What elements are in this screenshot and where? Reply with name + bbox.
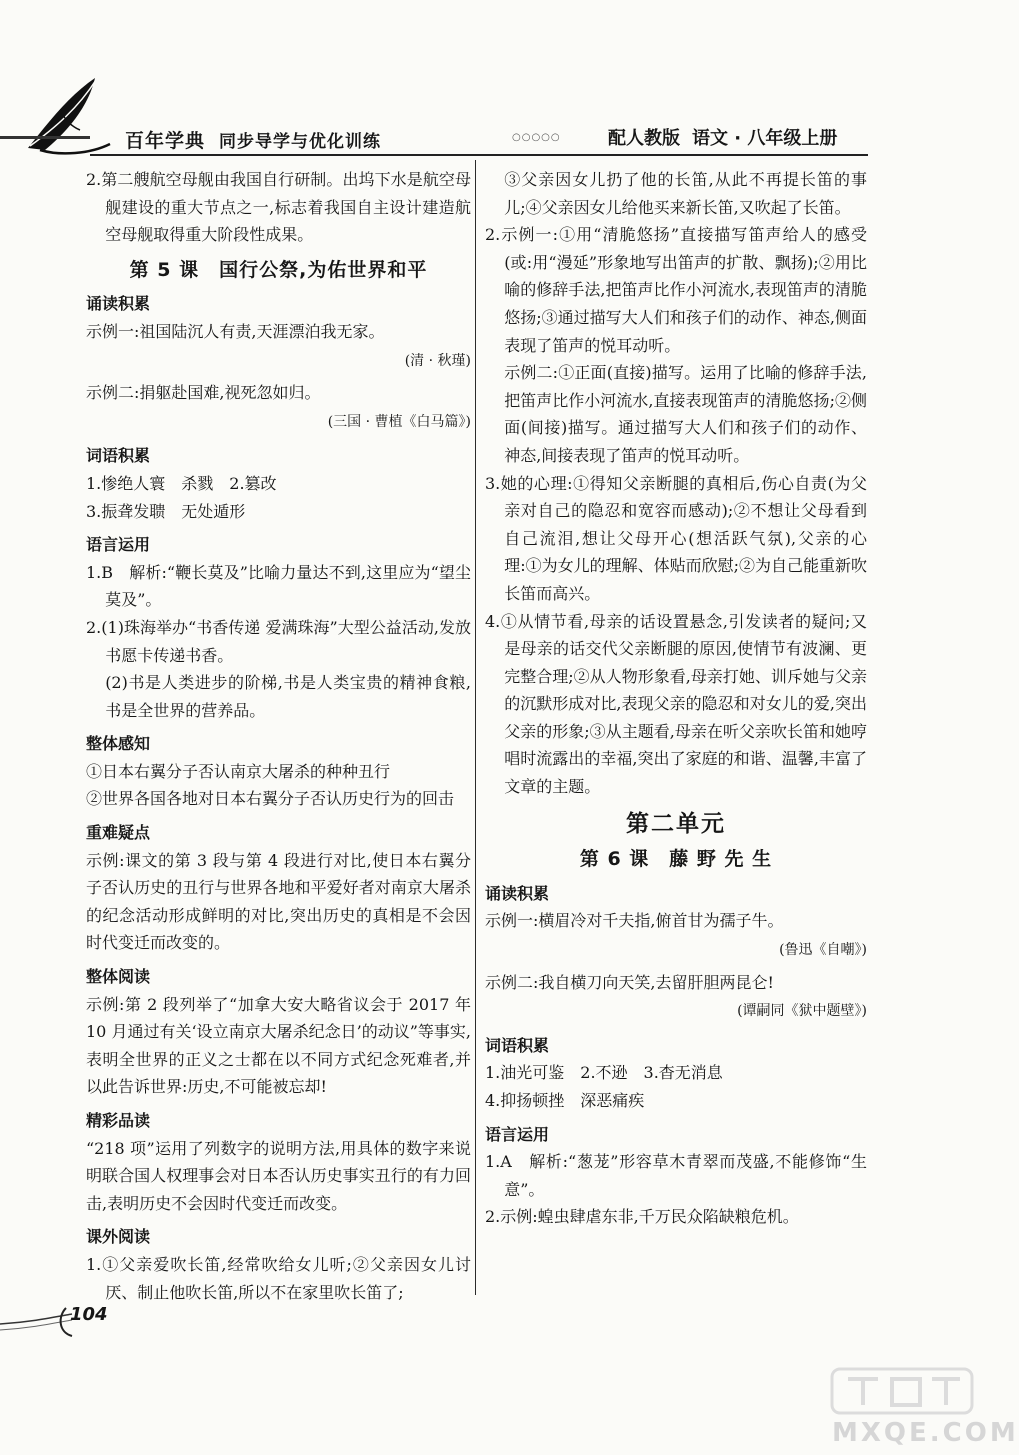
fine-reading-heading: 精彩品读	[86, 1111, 151, 1130]
unit-title: 第二单元	[626, 810, 726, 837]
language-item-1b: 1.A 解析:“葱茏”形容草木青翠而茂盛,不能修饰“生意”。	[485, 1152, 867, 1199]
reading-heading-2: 诵读积累	[485, 883, 550, 903]
key-points-text: 示例:课文的第 3 段与第 4 段进行对比,使日本右翼分子否认历史的丑行与世界各地和平爱好者对南京大屠杀的纪念活动形成鲜明的对比,突出历史的真相是不会因时代变迁而改变的。	[86, 850, 471, 953]
series-subtitle: 同步导学与优化训练	[219, 132, 382, 152]
vocab-line-2: 3.振聋发聩 无处遁形	[86, 501, 246, 521]
overall-heading: 整体感知	[86, 734, 151, 754]
extra-reading-item-1: 1.①父亲爱吹长笛,经常吹给女儿听;②父亲因女儿讨厌、制止他吹长笛,所以不在家里吹长笛了;	[86, 1254, 471, 1302]
reading-heading: 诵读积累	[86, 294, 151, 314]
left-column	[86, 166, 471, 1306]
edition-label: 配人教版	[608, 128, 680, 149]
reading-example-1: 示例一:祖国陆沉人有责,天涯漂泊我无家。	[86, 321, 385, 341]
language-item-2: 2.(1)珠海举办“书香传递 爱满珠海”大型公益活动,发放书愿卡传递书香。	[86, 617, 471, 665]
extra-reading-item-2b: 示例二:①正面(直接)描写。运用了比喻的修辞手法,把笛声比作小河流水,直接表现笛声的清脆悠扬;②侧面(间接)描写。通过描写大人们和孩子们的动作、神态,间接表现了笛声的悦耳动听。	[504, 363, 867, 465]
column-divider	[475, 160, 476, 1295]
key-points-heading: 重难疑点	[86, 823, 151, 843]
language-item-2c: 2.示例:蝗虫肆虐东非,千万民众陷缺粮危机。	[485, 1207, 799, 1227]
overall-item-2: ②世界各国各地对日本右翼分子否认历史行为的回击	[86, 789, 455, 809]
extra-reading-item-4: 4.①从情节看,母亲的话设置悬念,引发读者的疑问;又是母亲的话交代父亲断腿的原因,使情节有波澜、更完整合理;②从人物形象看,母亲打她、训斥她与父亲的沉默形成对比,表现父亲的隐忍和对女儿的爱,突出父亲的形象;③从主题看,母亲在听父亲吹长笛和她哼唱时流露出的幸福,突出了家庭的和谐、温馨,丰富了文章的主题。	[485, 611, 867, 797]
extra-reading-continuation: ③父亲因女儿扔了他的长笛,从此不再提长笛的事儿;④父亲因女儿给他买来新长笛,又吹起了长笛。	[504, 170, 867, 217]
right-column	[485, 166, 867, 1231]
language-item-1: 1.B 解析:“鞭长莫及”比喻力量达不到,这里应为“望尘莫及”。	[86, 562, 471, 610]
fine-reading-text: “218 项”运用了列数字的说明方法,用具体的数字来说明联合国人权理事会对日本否认历史事实丑行的有力回击,表明历史不会因时代变迁而改变。	[86, 1138, 471, 1213]
overall-item-1: ①日本右翼分子否认南京大屠杀的种种丑行	[86, 761, 391, 781]
language-heading-2: 语言运用	[485, 1124, 550, 1144]
vocab-line-2b: 4.抑扬顿挫 深恶痛疾	[485, 1091, 645, 1110]
lesson-5-title: 第 5 课 国行公祭,为佑世界和平	[129, 258, 428, 281]
language-heading: 语言运用	[86, 535, 151, 555]
reading-example-1b-source: (鲁迅《自嘲》)	[779, 942, 867, 959]
header-dots: ○○○○○	[512, 132, 561, 143]
language-item-2b: (2)书是人类进步的阶梯,书是人类宝贵的精神食粮,书是全世界的营养品。	[105, 673, 471, 720]
header-book-title	[125, 126, 381, 153]
reading-example-2: 示例二:捐躯赴国难,视死忽如归。	[86, 383, 321, 403]
header-rule	[90, 154, 868, 156]
watermark-text: MXQE.COM	[832, 1418, 1019, 1448]
reading-example-1-source: (清 · 秋瑾)	[404, 352, 471, 369]
intro-item: 2.第二艘航空母舰由我国自行研制。出坞下水是航空母舰建设的重大节点之一,标志着我国自主设计建造航空母舰取得重大阶段性成果。	[86, 170, 471, 245]
extra-reading-item-2: 2.示例一:①用“清脆悠扬”直接描写笛声给人的感受(或:用“漫延”形象地写出笛声的扩散、飘扬);②用比喻的修辞手法,把笛声比作小河流水,表现笛声的清脆悠扬;③通过描写大人们和孩子们的动作、神态,侧面表现了笛声的悦耳动听。	[485, 225, 867, 355]
vocab-line-1b: 1.油光可鉴 2.不逊 3.杳无消息	[485, 1063, 723, 1083]
whole-reading-text: 示例:第 2 段列举了“加拿大安大略省议会于 2017 年 10 月通过有关‘设立南京大屠杀纪念日’的动议”等事实,表明全世界的正义之士都在以不同方式纪念死难者,并以此告诉世界:历史,不可能被忘却!	[86, 994, 471, 1097]
series-name: 百年学典	[125, 130, 206, 152]
reading-example-1b: 示例一:横眉冷对千夫指,俯首甘为孺子牛。	[485, 911, 784, 931]
vocab-heading-2: 词语积累	[485, 1035, 550, 1055]
page-header	[0, 0, 1000, 175]
page-number: 104	[70, 1304, 108, 1325]
vocab-line-1: 1.惨绝人寰 杀戮 2.篡改	[86, 473, 277, 493]
reading-example-2b-source: (谭嗣同《狱中题壁》)	[737, 1003, 867, 1020]
subject-label: 语文 · 八年级上册	[692, 128, 838, 149]
extra-reading-heading: 课外阅读	[86, 1227, 151, 1247]
header-rule-left	[0, 136, 90, 139]
extra-reading-item-3: 3.她的心理:①得知父亲断腿的真相后,伤心自责(为父亲对自己的隐忍和宽容而感动);②不想让父母看到自己流泪,想让父母开心(想活跃气氛),父亲的心理:①为女儿的理解、体贴而欣慰;②为自己能重新吹长笛而高兴。	[485, 473, 867, 603]
lesson-6-title: 第 6 课 藤 野 先 生	[579, 848, 773, 871]
reading-example-2b: 示例二:我自横刀向天笑,去留肝胆两昆仑!	[485, 972, 774, 992]
reading-example-2-source: (三国 · 曹植《白马篇》)	[327, 413, 471, 430]
header-edition	[608, 124, 849, 150]
feather-logo-icon	[0, 70, 130, 160]
vocab-heading: 词语积累	[86, 446, 151, 466]
whole-reading-heading: 整体阅读	[86, 967, 151, 987]
